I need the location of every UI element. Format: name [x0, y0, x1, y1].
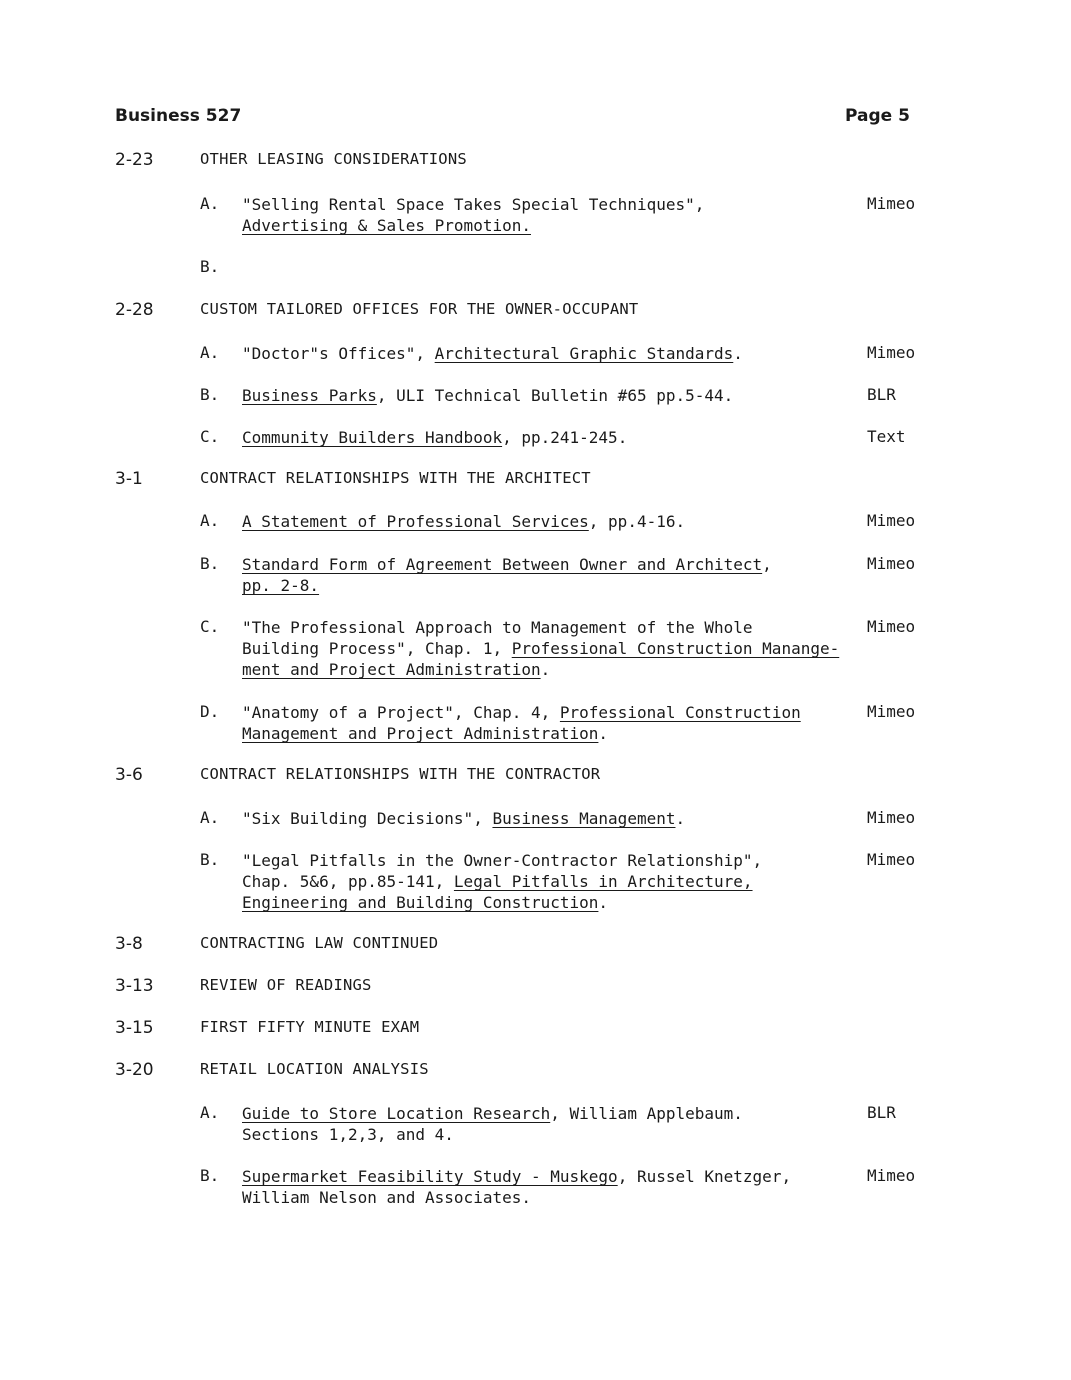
entry-date: 3-6 [115, 765, 143, 785]
entry-title: CONTRACT RELATIONSHIPS WITH THE CONTRACTOR [200, 765, 601, 783]
entry-date: 2-28 [115, 300, 154, 320]
item-letter: A. [200, 343, 220, 362]
item-letter: B. [200, 257, 220, 276]
entry-date: 3-13 [115, 976, 154, 996]
item-source: Mimeo [867, 194, 916, 213]
item-letter: A. [200, 511, 220, 530]
entry-date: 3-8 [115, 934, 143, 954]
item-source: BLR [867, 1103, 896, 1122]
item-source: Mimeo [867, 554, 916, 573]
item-letter: D. [200, 702, 220, 721]
entry-title: OTHER LEASING CONSIDERATIONS [200, 150, 467, 168]
item-text: Guide to Store Location Research, William Applebaum. Sections 1,2,3, and 4. [242, 1104, 743, 1144]
item-letter: B. [200, 850, 220, 869]
item-source: Mimeo [867, 808, 916, 827]
item-letter: C. [200, 617, 220, 636]
entry-title: RETAIL LOCATION ANALYSIS [200, 1060, 429, 1078]
item-source: Mimeo [867, 343, 916, 362]
item-text: Business Parks, ULI Technical Bulletin #65 pp.5-44. [242, 386, 734, 405]
page-number: Page 5 [845, 106, 910, 126]
item-text: Community Builders Handbook, pp.241-245. [242, 428, 628, 447]
item-text: "Doctor"s Offices", Architectural Graphic Standards. [242, 344, 743, 363]
item-letter: A. [200, 194, 220, 213]
item-source: Text [867, 427, 906, 446]
entry-date: 3-20 [115, 1060, 154, 1080]
item-letter: A. [200, 808, 220, 827]
item-text: "Legal Pitfalls in the Owner-Contractor Relationship", Chap. 5&6, pp.85-141, Legal Pitfalls in Architecture, Engineering and Building Construction. [242, 851, 763, 912]
item-source: Mimeo [867, 702, 916, 721]
item-letter: B. [200, 385, 220, 404]
item-source: BLR [867, 385, 896, 404]
entry-title: FIRST FIFTY MINUTE EXAM [200, 1018, 420, 1036]
item-text: "Anatomy of a Project", Chap. 4, Professional Construction Management and Project Administration. [242, 703, 801, 743]
item-source: Mimeo [867, 511, 916, 530]
item-text: "Six Building Decisions", Business Management. [242, 809, 686, 828]
item-text: "Selling Rental Space Takes Special Techniques", Advertising & Sales Promotion. [242, 195, 705, 235]
item-text: Standard Form of Agreement Between Owner and Architect, pp. 2-8. [242, 555, 772, 595]
item-source: Mimeo [867, 850, 916, 869]
entry-date: 3-15 [115, 1018, 154, 1038]
entry-title: REVIEW OF READINGS [200, 976, 372, 994]
item-text: Supermarket Feasibility Study - Muskego, Russel Knetzger, William Nelson and Associates. [242, 1167, 792, 1207]
item-letter: A. [200, 1103, 220, 1122]
entry-date: 3-1 [115, 469, 143, 489]
item-letter: C. [200, 427, 220, 446]
item-text: A Statement of Professional Services, pp.4-16. [242, 512, 686, 531]
entry-title: CONTRACT RELATIONSHIPS WITH THE ARCHITECT [200, 469, 591, 487]
item-source: Mimeo [867, 1166, 916, 1185]
entry-title: CUSTOM TAILORED OFFICES FOR THE OWNER-OCCUPANT [200, 300, 639, 318]
course-title: Business 527 [115, 106, 242, 126]
item-source: Mimeo [867, 617, 916, 636]
item-letter: B. [200, 1166, 220, 1185]
entry-date: 2-23 [115, 150, 154, 170]
entry-title: CONTRACTING LAW CONTINUED [200, 934, 439, 952]
item-letter: B. [200, 554, 220, 573]
item-text: "The Professional Approach to Management of the Whole Building Process", Chap. 1, Professional Construction Manange- ment and Project Administration. [242, 618, 840, 679]
